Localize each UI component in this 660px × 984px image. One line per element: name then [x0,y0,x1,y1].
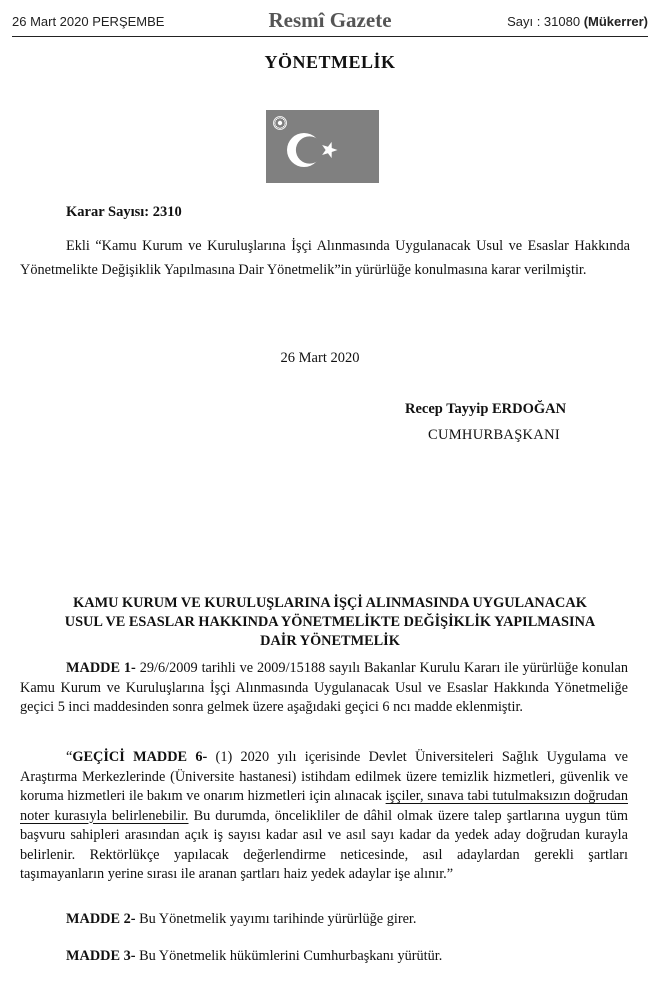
provisional-article-label: GEÇİCİ MADDE 6- [72,749,208,765]
decision-date: 26 Mart 2020 [280,350,360,366]
seal-star [274,122,276,124]
seal-star [279,117,281,119]
provisional-article-text-continued: Bu durumda, öncelikliler de dâhil olmak üzere talep şartlarına uygun tüm başvuru sahipleri arasından açık iş sayısı kadar asıl ve asıl sayı kadar da yedek aday doğrudan kurayla belirlenir. Rektörlükçe yapılacak değerlendirme neticesinde, asıl adaylardan gerekli şartları taşımayanların yerine sırası ile aranan şartları haiz yedek adaylar işe alınır.” [20,807,628,882]
seal-star [281,127,283,129]
regulation-title-line: USUL VE ESASLAR HAKKINDA YÖNETMELİKTE DEĞİŞİKLİK YAPILMASINA [64,614,596,630]
flag-icon [266,110,379,183]
issue-label: Sayı : 31080 [507,14,581,29]
article-1-label: MADDE 1- [66,660,136,676]
signer-name [405,397,566,421]
seal-star [283,119,285,121]
open-quote: “ [66,749,73,765]
header-date: 26 Mart 2020 PERŞEMBE [12,14,165,29]
article-2-text: Bu Yönetmelik yayımı tarihinde yürürlüğe girer. [135,911,417,927]
regulation-title [30,594,630,651]
decision-number: Karar Sayısı: 2310 [66,204,182,220]
signer-title: CUMHURBAŞKANI [428,427,560,443]
signer-last-name: ERDOĞAN [492,401,567,417]
article-2 [66,907,416,931]
seal-star [284,122,286,124]
seal-star [279,127,281,129]
decision-text: Ekli “Kamu Kurum ve Kuruluşlarına İşçi Alınmasında Uygulanacak Usul ve Esaslar Hakkında Yönetmelikte Değişiklik Yapılmasına Dair Yönetmelik”in yürürlüğe konulmasına karar verilmiştir. [20,238,630,278]
article-3-label: MADDE 3- [66,948,136,964]
turkish-flag-emblem [266,110,379,183]
seal-star [274,120,276,122]
article-3 [66,944,442,968]
seal-star [274,124,276,126]
article-2-label: MADDE 2- [66,911,136,927]
underlined-passage: işçiler, sınava tabi tutulmaksızın doğrudan noter kurasıyla belirlenebilir. [20,788,628,824]
gazette-header [12,6,648,37]
seal-star [277,127,279,129]
gazette-name: Resmî Gazete [268,8,392,32]
issue-number [507,14,648,29]
seal-star [276,126,278,128]
seal-star [281,117,283,119]
seal-star [284,124,286,126]
seal-star [277,117,279,119]
article-1-text: 29/6/2009 tarihli ve 2009/15188 sayılı Bakanlar Kurulu Kararı ile yürürlüğe konulan Kamu Kurum ve Kuruluşlarına İşçi Alınmasında Uygulanacak Usul ve Esaslar Hakkında Yönetmeliğe geçici 5 inci maddesinden sonra gelmek üzere aşağıdaki geçici 6 ncı madde eklenmiştir. [20,660,628,715]
regulation-title-line: KAMU KURUM VE KURULUŞLARINA İŞÇİ ALINMASINDA UYGULANACAK [73,595,587,611]
issue-note: (Mükerrer) [583,14,648,29]
seal-star [284,120,286,122]
regulation-title-line: DAİR YÖNETMELİK [260,633,400,649]
provisional-article-6 [20,748,628,885]
article-1 [20,659,628,718]
document-type-heading: YÖNETMELİK [264,52,396,72]
seal-star [276,119,278,121]
seal-star [283,126,285,128]
provisional-article-text: (1) 2020 yılı içerisinde Devlet Üniversiteleri Sağlık Uygulama ve Araştırma Merkezlerinde (Üniversite hastanesi) istihdam edilmek üzere temizlik hizmetleri, güvenlik ve koruma hizmetleri ile bakım ve onarım hizmetleri için alınacak [20,749,629,804]
crescent-inner [296,136,323,163]
article-3-text: Bu Yönetmelik hükümlerini Cumhurbaşkanı yürütür. [135,948,443,964]
seal-sun [278,121,282,125]
signer-first-name: Recep Tayyip [405,401,489,417]
